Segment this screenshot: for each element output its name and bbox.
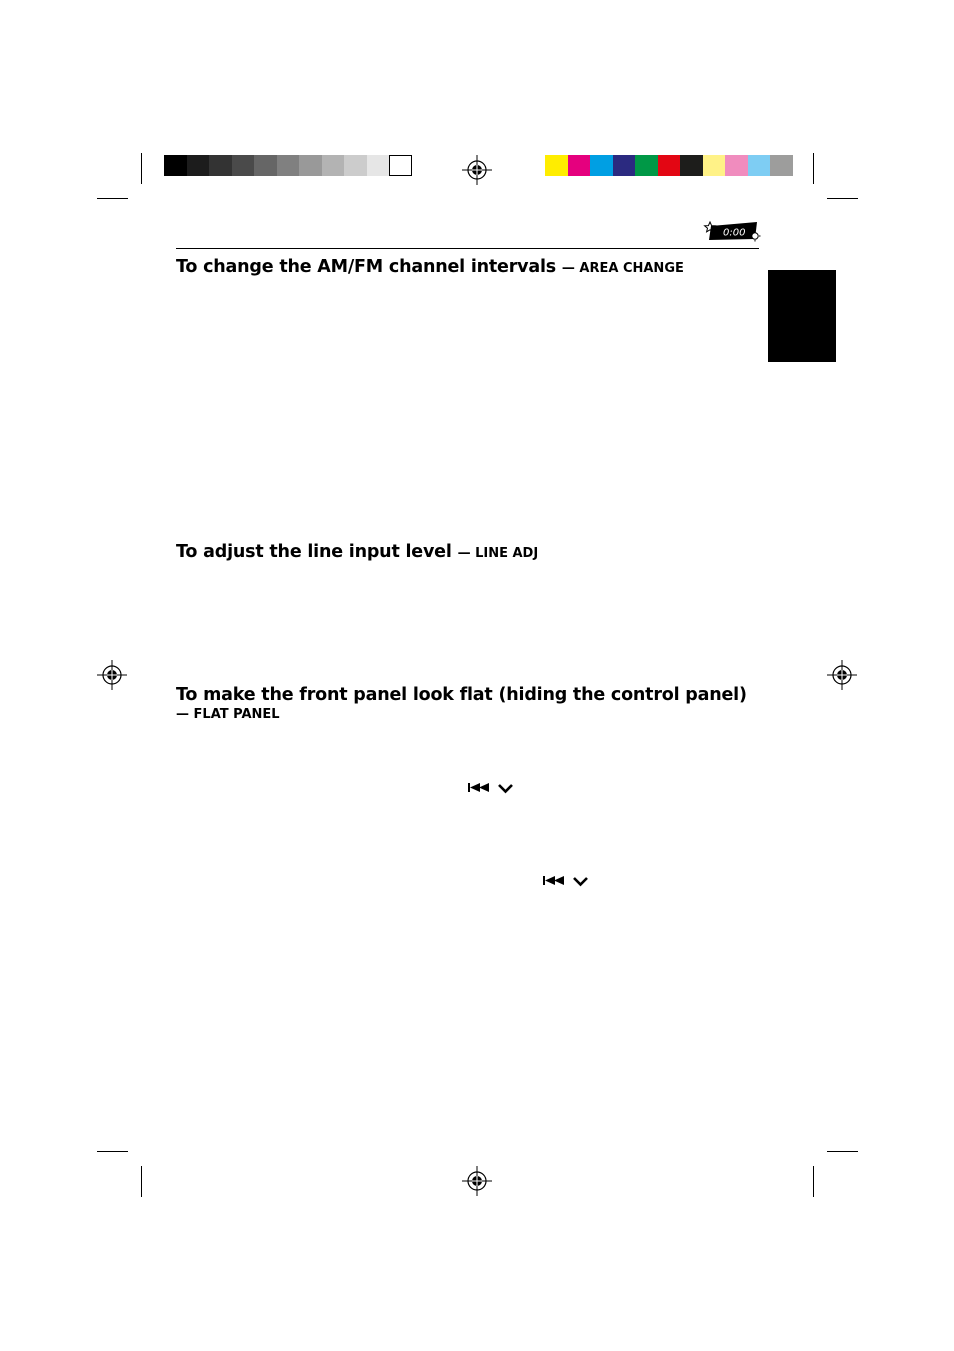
crop-mark xyxy=(97,1151,128,1152)
crop-mark xyxy=(97,198,128,199)
previous-down-button-icon xyxy=(468,781,516,795)
color-swatch xyxy=(748,155,771,176)
color-swatch xyxy=(725,155,748,176)
color-swatch xyxy=(703,155,726,176)
color-swatch xyxy=(680,155,703,176)
section-title-text: To change the AM/FM channel intervals xyxy=(176,257,556,277)
header-rule xyxy=(176,248,759,249)
section-title-flat-panel xyxy=(176,685,747,705)
section-title-text: To adjust the line input level xyxy=(176,542,452,562)
registration-mark-icon xyxy=(462,1166,492,1196)
crop-mark xyxy=(813,1166,814,1197)
crop-mark xyxy=(141,1166,142,1197)
gray-swatch xyxy=(389,155,412,176)
gray-swatch xyxy=(232,155,255,176)
previous-down-button-icon xyxy=(543,874,591,888)
gray-swatch xyxy=(344,155,367,176)
color-swatch xyxy=(635,155,658,176)
clock-display-icon xyxy=(703,219,761,242)
crop-mark xyxy=(813,153,814,184)
gray-swatch xyxy=(187,155,210,176)
color-swatch xyxy=(590,155,613,176)
gray-swatch xyxy=(322,155,345,176)
crop-mark xyxy=(141,153,142,184)
crop-mark xyxy=(827,198,858,199)
color-swatch xyxy=(770,155,793,176)
color-swatch xyxy=(568,155,591,176)
section-subtitle: — LINE ADJ xyxy=(457,546,539,561)
clock-display-text: 0:00 xyxy=(723,227,746,239)
section-subtitle: — FLAT PANEL xyxy=(176,707,280,722)
section-title-line-adj xyxy=(176,542,538,562)
gray-swatch xyxy=(164,155,187,176)
section-title-area-change xyxy=(176,257,684,277)
gray-swatch xyxy=(277,155,300,176)
registration-mark-icon xyxy=(462,155,492,185)
color-swatch xyxy=(545,155,568,176)
registration-mark-icon xyxy=(97,660,127,690)
gray-swatch xyxy=(299,155,322,176)
registration-mark-icon xyxy=(827,660,857,690)
color-swatch xyxy=(658,155,681,176)
color-swatch xyxy=(613,155,636,176)
section-title-text: To make the front panel look flat (hiding the control panel) xyxy=(176,685,747,705)
language-tab xyxy=(768,270,836,362)
section-subtitle: — AREA CHANGE xyxy=(561,261,684,276)
crop-mark xyxy=(827,1151,858,1152)
gray-swatch xyxy=(254,155,277,176)
gray-swatch xyxy=(209,155,232,176)
gray-swatch xyxy=(367,155,390,176)
